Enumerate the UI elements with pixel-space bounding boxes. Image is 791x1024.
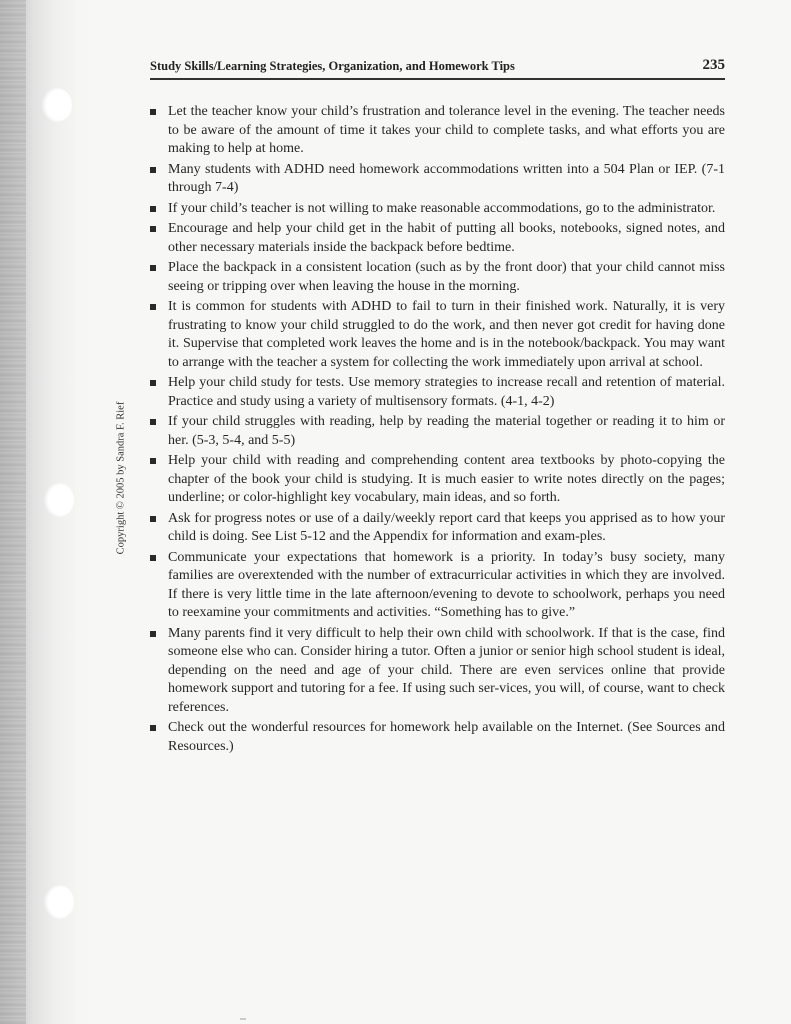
page-number: 235 [702, 57, 725, 73]
punch-hole-middle [44, 483, 74, 517]
tips-list [148, 103, 725, 758]
header-title: Study Skills/Learning Strategies, Organization, and Homework Tips [150, 59, 515, 73]
bullet-icon [150, 555, 156, 561]
scan-mark [240, 1018, 246, 1020]
bullet-icon [150, 631, 156, 637]
bullet-icon [150, 167, 156, 173]
bullet-icon [150, 725, 156, 731]
list-item-text: It is common for students with ADHD to fail to turn in their finished work. Naturally, it is very frustrating to know your child struggled to do the work, and then never got credit for having done it. Supervise that completed work leaves the home and is in the notebook/backpack. You may want to arrange with the teacher a system for collecting the work immediately upon arrival at school. [168, 299, 725, 370]
list-item [148, 298, 725, 372]
list-item [148, 200, 725, 219]
list-item-text: Place the backpack in a consistent location (such as by the front door) that your child cannot miss seeing or tripping over when leaving the house in the morning. [168, 260, 725, 294]
list-item [148, 413, 725, 450]
list-item [148, 161, 725, 198]
list-item [148, 510, 725, 547]
list-item [148, 259, 725, 296]
list-item-text: Help your child with reading and comprehending content area textbooks by photo-copying the chapter of the book your child is studying. It is much easier to write notes directly on the pages; underline; or color-highlight key vocabulary, main ideas, and so forth. [168, 453, 725, 505]
punch-hole-top [42, 88, 72, 122]
list-item-text: Help your child study for tests. Use memory strategies to increase recall and retention of material. Practice and study using a variety of multisensory formats. (4-1, 4-2) [168, 375, 725, 409]
punch-hole-bottom [44, 885, 74, 919]
bullet-icon [150, 226, 156, 232]
list-item [148, 625, 725, 718]
list-item-text: If your child’s teacher is not willing to make reasonable accommodations, go to the administrator. [168, 200, 716, 216]
list-item-text: Ask for progress notes or use of a daily/weekly report card that keeps you apprised as to how your child is doing. See List 5-12 and the Appendix for information and exam-ples. [168, 510, 725, 544]
copyright-notice: Copyright © 2005 by Sandra F. Rief [115, 401, 127, 555]
bullet-icon [150, 265, 156, 271]
list-item-text: Many students with ADHD need homework accommodations written into a 504 Plan or IEP. (7-1 through 7-4) [168, 161, 725, 195]
bullet-icon [150, 304, 156, 310]
list-item [148, 452, 725, 508]
bullet-icon [150, 419, 156, 425]
list-item-text: If your child struggles with reading, help by reading the material together or reading it to him or her. (5-3, 5-4, and 5-5) [168, 414, 725, 448]
list-item-text: Many parents find it very difficult to help their own child with schoolwork. If that is the case, find someone else who can. Consider hiring a tutor. Often a junior or senior high school student is ideal, depending on the need and age of your child. There are even services online that provide homework support and tutoring for a fee. If using such ser-vices, you will, of course, want to check references. [168, 625, 725, 715]
list-item [148, 103, 725, 159]
list-item-text: Encourage and help your child get in the habit of putting all books, notebooks, signed notes, and other necessary materials inside the backpack before bedtime. [168, 221, 725, 255]
list-item-text: Communicate your expectations that homework is a priority. In today’s busy society, many families are overextended with the number of extracurricular activities in which they are involved. If there is very little time in the late afternoon/evening to devote to schoolwork, perhaps you need to reexamine your commitments and activities. “Something has to give.” [168, 549, 725, 620]
running-header [150, 54, 725, 80]
list-item [148, 549, 725, 623]
list-item [148, 719, 725, 756]
list-item-text: Let the teacher know your child’s frustration and tolerance level in the evening. The teacher needs to be aware of the amount of time it takes your child to complete tasks, and what efforts you are making to help at home. [168, 104, 725, 156]
binding-edge [0, 0, 26, 1024]
list-item [148, 374, 725, 411]
bullet-icon [150, 516, 156, 522]
list-item-text: Check out the wonderful resources for homework help available on the Internet. (See Sources and Resources.) [168, 720, 725, 754]
list-item [148, 220, 725, 257]
bullet-icon [150, 458, 156, 464]
bullet-icon [150, 206, 156, 212]
bullet-icon [150, 380, 156, 386]
bullet-icon [150, 109, 156, 115]
